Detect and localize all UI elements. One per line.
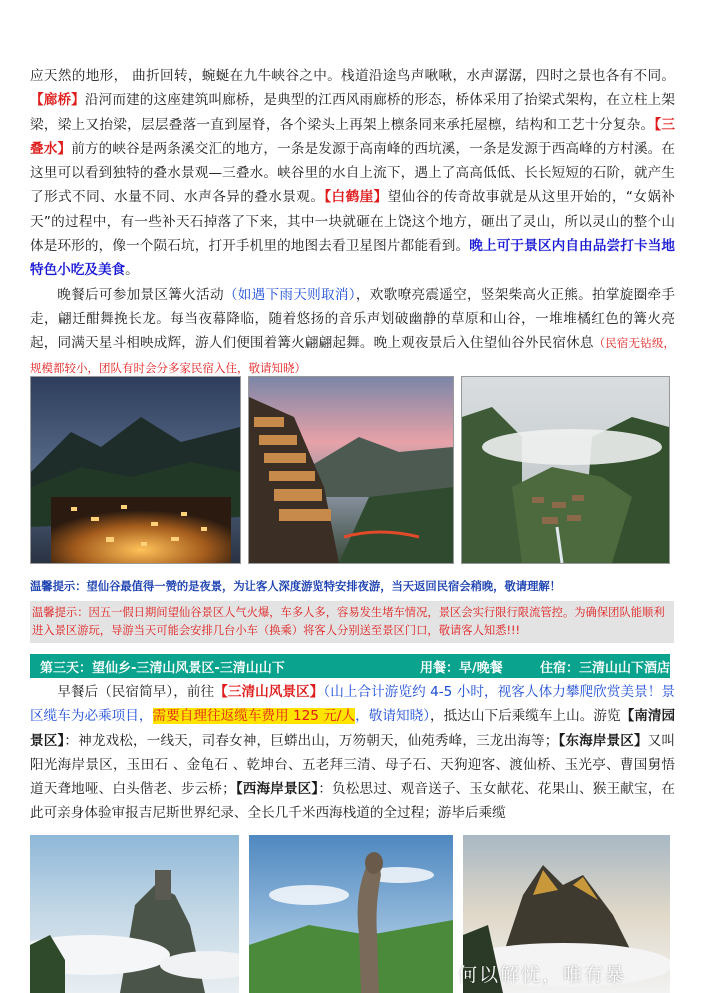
tag-sanqingshan: 【三清山风景区】 bbox=[214, 684, 324, 700]
tip-traffic-control: 温馨提示：因五一假日期间望仙谷景区人气火爆，车多人多，容易发生堵车情况，景区会实行限行限流管控。为确保团队能顺利进入景区游玩，导游当天可能会安排几台小车（换乘）将客人分别送至景区门口，敬请客人知悉!!! bbox=[30, 601, 674, 643]
photo-cliff-village-sunset bbox=[248, 376, 454, 564]
photo-misty-valley bbox=[461, 376, 670, 564]
text-segment: 又叫阳光海岸景区，玉田石 、金龟石 、乾坤台、五老拜三清、母子石、天狗迎客、渡仙桥、玉光亭、曹国舅悟道天聋地哑、白头偕老、步云桥； bbox=[30, 732, 676, 798]
photo-row-wangxiangu bbox=[30, 376, 670, 564]
text-segment: ，欢歌嘹亮震遥空，竖架柴高火正熊。拍掌旋圈牵手走，翩迁酣舞挽长龙。每当夜幕降临，随着悠扬的音乐声划破幽静的草原和山谷，一堆堆橘红色的篝火亮起，同满天星斗相映成辉，游人们便围着篝火翩翩起舞。晚上观夜景后入住望仙谷外民宿休息 bbox=[30, 286, 676, 352]
text-segment: 早餐后（民宿简早），前往 bbox=[57, 684, 215, 700]
text-segment: 。 bbox=[125, 262, 139, 279]
day-hotel: 住宿：三清山山下酒店 bbox=[540, 660, 671, 676]
tag-donghaian: 【东海岸景区】 bbox=[558, 732, 648, 749]
watermark-text: 何以解忧，唯有暴 bbox=[458, 964, 627, 986]
paragraph-sanqingshan bbox=[30, 680, 675, 826]
homestay-note: （民宿无钻级，规模都较小，团队有时会分多家民宿入住，敬请知晓） bbox=[30, 336, 676, 375]
paragraph-bonfire bbox=[30, 283, 675, 380]
photo-night-village bbox=[30, 376, 241, 564]
photo-goddess-peak bbox=[249, 835, 453, 993]
text-segment: 望仙谷的传奇故事就是从这里开始的，“女娲补天”的过程中，有一些补天石掉落了下来，其中一块就砸在上饶这个地方，砸出了灵山，所以灵山的整个山体是环形的，像一个陨石坑，打开手机里的地图去看卫星图片都能看到。 bbox=[30, 189, 675, 255]
paragraph-xiangu-scenery bbox=[30, 64, 675, 283]
text-segment: ，敬请知晓） bbox=[355, 708, 431, 725]
day-title: 第三天：望仙乡-三清山风景区-三清山山下 bbox=[40, 660, 285, 676]
text-segment: ：神龙戏松，一线天，司春女神，巨蟒出山，万笏朝天，仙苑秀峰，三龙出海等； bbox=[64, 732, 559, 749]
text-segment: ，抵达山下后乘缆车上山。游览 bbox=[430, 708, 621, 725]
tip-night-tour: 温馨提示：望仙谷最值得一赞的是夜景，为让客人深度游览特安排夜游，当天返回民宿会稍晚，敬请理解！ bbox=[30, 580, 561, 593]
text-segment: ：负松思过、观音送子、玉女献花、花果山、猴王献宝，在此可亲身体验审报吉尼斯世界纪录、全长几千米西海栈道的全过程；游毕后乘缆 bbox=[30, 781, 676, 822]
tag-xihaian: 【西海岸景区】 bbox=[235, 781, 319, 798]
tour-duration-note: （山上合计游览约 4-5 小时，视客人体力攀爬欣赏美景！景区缆车为必乘项目， bbox=[30, 684, 676, 725]
text-segment: 晚餐后可参加景区篝火活动 bbox=[57, 286, 224, 303]
itinerary-text bbox=[30, 64, 675, 380]
text-segment: 沿河而建的这座建筑叫廊桥，是典型的江西风雨廊桥的形态，桥体采用了抬梁式架构，在立柱上架梁，梁上又抬梁，层层叠落一直到屋脊，各个梁头上再架上檩条同来承托屋檩，结构和工艺十分复杂。 bbox=[30, 92, 675, 133]
rain-cancel-note: （如遇下雨天则取消） bbox=[223, 286, 356, 303]
tag-sandieshui: 【三叠水】 bbox=[30, 116, 675, 157]
tag-baiheya: 【白鹤崖】 bbox=[324, 189, 388, 206]
day3-text bbox=[30, 680, 675, 826]
text-segment: 应天然的地形， 曲折回转，蜿蜒在九牛峡谷之中。栈道沿途鸟声啾啾，水声潺潺，四时之景也各有不同。 bbox=[30, 68, 675, 84]
tag-nanqingyuan: 【南清园景区】 bbox=[30, 708, 676, 749]
cablecar-fee-highlight: 需要自理往返缆车费用 125 元/人 bbox=[152, 708, 356, 725]
day3-header bbox=[30, 654, 670, 678]
tag-langqiao: 【廊桥】 bbox=[30, 92, 85, 109]
day-meals: 用餐：早/晚餐 bbox=[420, 660, 503, 676]
snack-notice: 晚上可于景区内自由品尝打卡当地特色小吃及美食 bbox=[30, 238, 676, 279]
photo-sea-of-clouds bbox=[30, 835, 239, 993]
text-segment: 前方的峡谷是两条溪交汇的地方，一条是发源于高南峰的西坑溪，一条是发源于西高峰的方村溪。在这里可以看到独特的叠水景观—三叠水。峡谷里的水自上流下，遇上了高高低低、长长短短的石阶，就产生了形式不同、水量不同、水声各异的叠水景观。 bbox=[30, 140, 676, 206]
